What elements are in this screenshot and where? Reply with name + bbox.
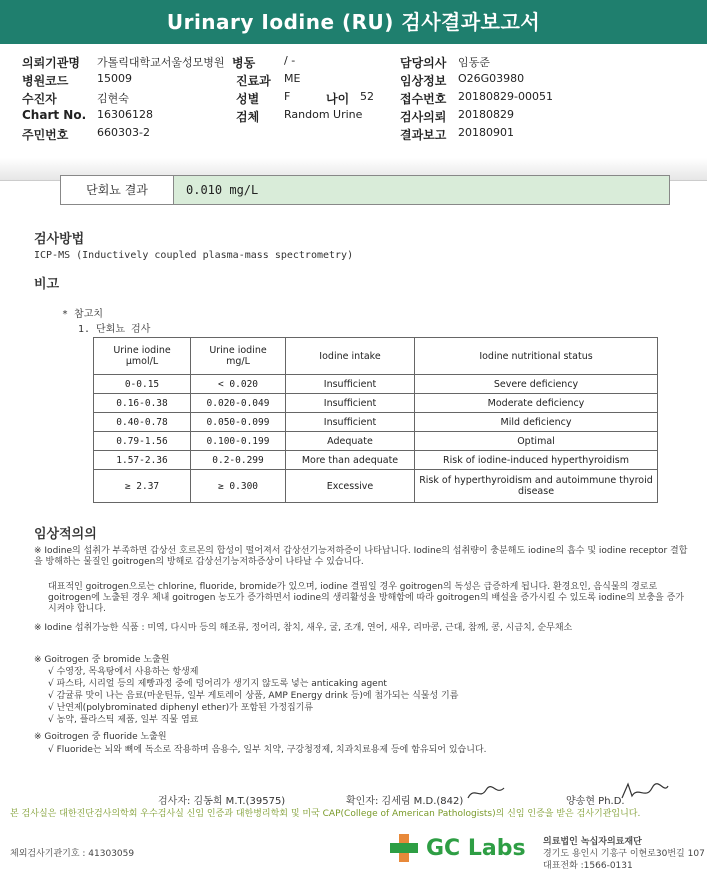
sex-label: 성별 (236, 92, 260, 106)
table-cell: 0.100-0.199 (191, 432, 286, 451)
table-header: Iodine nutritional status (415, 338, 658, 375)
remarks-heading: 비고 (34, 277, 60, 292)
receipt-label: 접수번호 (400, 92, 447, 106)
gc-labs-logo (388, 832, 528, 864)
tester-signature: 검사자: 김동희 M.T.(39575) (158, 796, 286, 807)
report-value: 20180901 (458, 126, 514, 139)
table-cell: Adequate (286, 432, 415, 451)
address: 경기도 용인시 기흥구 이현로30번길 107 (543, 849, 705, 859)
table-header: Urine iodine mg/L (191, 338, 286, 375)
clinical-paragraph: ※ Goitrogen 중 bromide 노출원 (34, 655, 170, 665)
table-row (94, 470, 658, 503)
hospital-code-value: 15009 (97, 72, 132, 85)
table-cell: 0.020-0.049 (191, 394, 286, 413)
table-row (94, 451, 658, 470)
table-cell: < 0.020 (191, 375, 286, 394)
table-row (94, 375, 658, 394)
table-row (94, 413, 658, 432)
dept-label: 진료과 (236, 74, 271, 88)
method-text: ICP-MS (Inductively coupled plasma-mass spectrometry) (34, 250, 354, 261)
report-title: Urinary Iodine (RU) 검사결과보고서 (0, 0, 707, 44)
certification-note: 본 검사실은 대한진단검사의학회 우수검사실 신임 인증과 대한병리학회 및 미국 CAP(College of American Pathologists)의 신임 인증을 받은 검사기관입니다. (10, 809, 641, 819)
patient-info (22, 54, 692, 144)
logo-text: GC Labs (426, 836, 526, 861)
signature-mark (466, 784, 506, 802)
age-value: 52 (360, 90, 374, 103)
result-box (60, 175, 670, 205)
reporter-signature: 양송현 Ph.D. (566, 796, 625, 807)
table-cell: ≥ 2.37 (94, 470, 191, 503)
specimen-value: Random Urine (284, 108, 363, 121)
checker-signature: 확인자: 김세림 M.D.(842) (346, 796, 464, 807)
table-cell: Moderate deficiency (415, 394, 658, 413)
clinical-label: 임상정보 (400, 74, 447, 88)
clinical-paragraph: ※ Iodine의 섭취가 부족하면 갑상선 호르몬의 합성이 떨어져서 갑상선기능저하증이 나타납니다. Iodine의 섭취량이 충분해도 iodine의 흡수 및 iodine receptor 결합을 방해하는 물질인 goitrogen의 방해로 갑상선기능저하증상이 나타날 수 있습니다. (34, 546, 688, 567)
table-cell: 0.050-0.099 (191, 413, 286, 432)
patient-value: 김현숙 (97, 92, 129, 105)
doctor-value: 임동준 (458, 56, 490, 69)
table-cell: More than adequate (286, 451, 415, 470)
table-cell: Insufficient (286, 413, 415, 432)
institution-value: 가톨릭대학교서울성모병원 (97, 56, 225, 69)
clinical-heading: 임상적의의 (34, 527, 97, 542)
table-cell: Optimal (415, 432, 658, 451)
ref-subtitle: 1. 단회뇨 검사 (78, 324, 151, 335)
table-cell: ≥ 0.300 (191, 470, 286, 503)
ward-value: / - (284, 54, 296, 67)
institution-label: 의뢰기관명 (22, 56, 80, 70)
sex-value: F (284, 90, 291, 103)
signature-mark (620, 780, 670, 802)
receipt-value: 20180829-00051 (458, 90, 553, 103)
clinical-value: O26G03980 (458, 72, 525, 85)
chart-label: Chart No. (22, 108, 87, 122)
table-cell: Excessive (286, 470, 415, 503)
table-cell: 1.57-2.36 (94, 451, 191, 470)
bullet-item: √ 난연제(polybrominated diphenyl ether)가 포함된 가정집기류 (48, 703, 314, 713)
table-cell: Risk of iodine-induced hyperthyroidism (415, 451, 658, 470)
dept-value: ME (284, 72, 301, 85)
table-cell: Insufficient (286, 394, 415, 413)
bullet-item: √ 파스타, 시리얼 등의 제빵과정 중에 덩어리가 생기지 않도록 넣는 anticaking agent (48, 679, 387, 689)
table-header: Urine iodine μmol/L (94, 338, 191, 375)
table-cell: Risk of hyperthyroidism and autoimmune thyroid disease (415, 470, 658, 503)
result-label: 단회뇨 결과 (61, 176, 174, 204)
table-row (94, 394, 658, 413)
table-header: Iodine intake (286, 338, 415, 375)
report-label: 결과보고 (400, 128, 447, 142)
foundation-name: 의료법인 녹십자의료재단 (543, 837, 642, 847)
result-value: 0.010 mg/L (174, 176, 669, 204)
table-cell: 0-0.15 (94, 375, 191, 394)
table-cell: Severe deficiency (415, 375, 658, 394)
hospital-code-label: 병원코드 (22, 74, 69, 88)
bullet-item: √ Fluoride는 뇌와 뼈에 독소로 작용하며 음용수, 일부 치약, 구강청정제, 치과치료용제 등에 함유되어 있습니다. (48, 745, 487, 755)
doctor-label: 담당의사 (400, 56, 447, 70)
clinical-paragraph: 대표적인 goitrogen으로는 chlorine, fluoride, bromide가 있으며, iodine 결핍일 경우 goitrogen의 독성은 급증하게 됩니다. 환경요인, 음식물의 경로로 goitrogen에 노출된 경우 체내 goitrogen 농도가 증가하면서 iodine의 생리활성을 방해함에 따라 goitrogen의 배설을 증가시킬 수 있도록 iodine의 보충을 증가시켜야 합니다. (48, 582, 684, 614)
id-value: 660303-2 (97, 126, 150, 139)
patient-label: 수진자 (22, 92, 57, 106)
reference-table (93, 337, 658, 503)
table-cell: 0.40-0.78 (94, 413, 191, 432)
phone: 대표전화 :1566-0131 (543, 861, 633, 871)
clinical-paragraph: ※ Iodine 섭취가능한 식품 : 미역, 다시마 등의 해조류, 정어리, 참치, 새우, 굴, 조개, 연어, 새우, 리마콩, 근대, 참깨, 콩, 시금치, 순무채소 (34, 623, 573, 633)
ward-label: 병동 (232, 56, 256, 70)
request-label: 검사의뢰 (400, 110, 447, 124)
table-cell: 0.2-0.299 (191, 451, 286, 470)
chart-value: 16306128 (97, 108, 153, 121)
table-cell: 0.16-0.38 (94, 394, 191, 413)
table-cell: 0.79-1.56 (94, 432, 191, 451)
specimen-label: 검체 (236, 110, 260, 124)
clinical-paragraph: ※ Goitrogen 중 fluoride 노출원 (34, 732, 167, 742)
bullet-item: √ 감귤류 맛이 나는 음료(마운틴듀, 일부 게토레이 상품, AMP Energy drink 등)에 첨가되는 식물성 기름 (48, 691, 459, 701)
ref-title: * 참고치 (62, 309, 104, 320)
id-label: 주민번호 (22, 128, 69, 142)
request-value: 20180829 (458, 108, 514, 121)
bullet-item: √ 수영장, 목욕탕에서 사용하는 항생제 (48, 667, 199, 677)
method-heading: 검사방법 (34, 232, 85, 247)
table-row (94, 432, 658, 451)
agency-code: 체외검사기관기호 : 41303059 (10, 849, 135, 859)
age-label: 나이 (326, 92, 350, 106)
table-cell: Mild deficiency (415, 413, 658, 432)
cross-icon (388, 832, 420, 864)
bullet-item: √ 농약, 플라스틱 제품, 일부 직물 염료 (48, 715, 199, 725)
table-cell: Insufficient (286, 375, 415, 394)
